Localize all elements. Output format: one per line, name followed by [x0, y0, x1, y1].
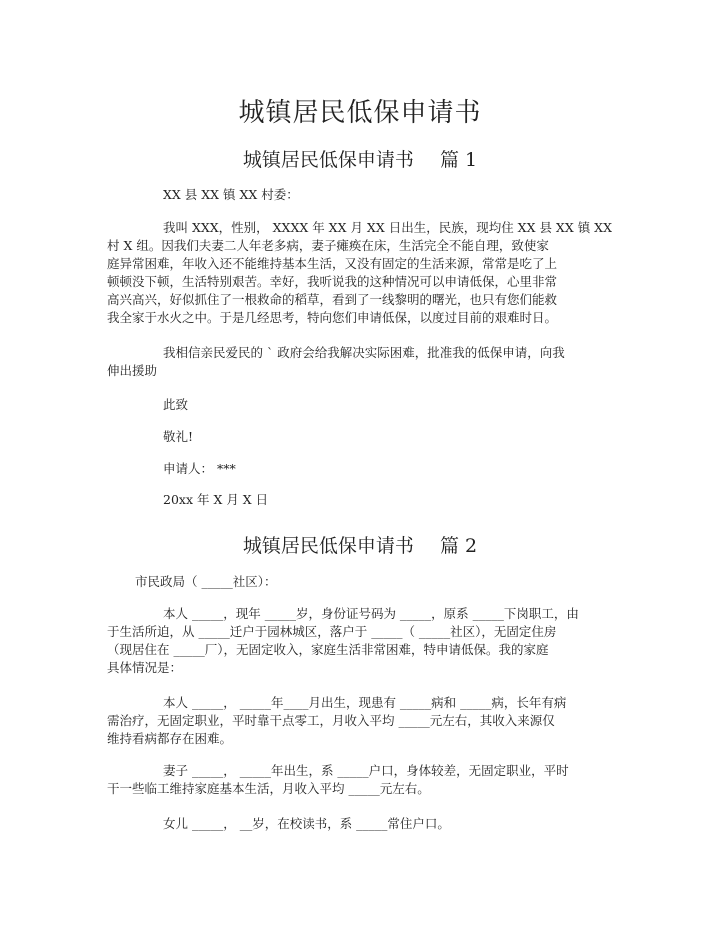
text-line: 干一些临工维持家庭基本生活，月收入平均 _____元左右。 — [107, 781, 430, 796]
section2-paragraph-1 — [107, 605, 579, 677]
section1-paragraph-1 — [107, 219, 612, 327]
section1-title: 城镇居民低保申请书 — [242, 149, 414, 171]
text-line: 我全家于水火之中。于是几经思考，特向您们申请低保，以度过目前的艰难时日。 — [107, 310, 558, 325]
section1-heading — [0, 145, 720, 172]
text-line: 本人 _____， _____年____月出生，现患有 _____病和 _____病，长年有病 — [163, 695, 567, 710]
text-line: 本人 _____，现年 _____岁，身份证号码为 _____，原系 _____下岗职工，由 — [163, 606, 579, 621]
section2-paragraph-3 — [107, 762, 569, 798]
closing-salutation: 此致 — [163, 397, 189, 412]
text-line: 高兴高兴，好似抓住了一根救命的稻草，看到了一线黎明的曙光，也只有您们能救 — [107, 292, 558, 307]
section1-salutation: XX 县 XX 镇 XX 村委： — [163, 187, 299, 202]
application-date: 20xx 年 X 月 X 日 — [163, 492, 269, 507]
section2-heading — [0, 531, 720, 558]
section1-number: 篇 1 — [439, 149, 478, 171]
text-line: 伸出援助 — [107, 363, 158, 378]
text-line: 我叫 XXX，性别， XXXX 年 XX 月 XX 日出生，民族，现均住 XX 县 XX 镇 XX — [163, 220, 612, 235]
text-line: 于生活所迫，从 _____迁户于园林城区，落户于 _____（ _____社区），无固定住房 — [107, 624, 557, 639]
text-line: 妻子 _____， _____年出生，系 _____户口，身体较差，无固定职业，平时 — [163, 763, 569, 778]
text-line: 我相信亲民爱民的 ` 政府会给我解决实际困难，批准我的低保申请，向我 — [163, 345, 565, 360]
text-line: 维持看病都存在困难。 — [107, 731, 233, 746]
text-line: 庭异常困难，年收入还不能维持基本生活，又没有固定的生活来源，常常是吃了上 — [107, 256, 558, 271]
text-line: 村 X 组。因我们夫妻二人年老多病，妻子瘫痪在床，生活完全不能自理，致使家 — [107, 238, 549, 253]
text-line: 具体情况是： — [107, 660, 183, 675]
section2-paragraph-2 — [107, 694, 566, 748]
section2-paragraph-4: 女儿 _____， __岁，在校读书，系 _____常住户口。 — [163, 816, 450, 831]
applicant-signature: 申请人： *** — [163, 461, 236, 476]
section1-paragraph-2 — [107, 344, 565, 380]
section2-salutation: 市民政局（ _____社区）： — [135, 574, 277, 589]
text-line: （现居住在 _____厂），无固定收入，家庭生活非常困难，特申请低保。我的家庭 — [107, 642, 549, 657]
text-line: 顿顿没下顿，生活特别艰苦。幸好，我听说我的这种情况可以申请低保，心里非常 — [107, 274, 558, 289]
document-title: 城镇居民低保申请书 — [238, 98, 482, 128]
closing-regards: 敬礼! — [163, 429, 194, 444]
text-line: 需治疗，无固定职业，平时靠干点零工，月收入平均 _____元左右，其收入来源仅 — [107, 713, 555, 728]
section2-number: 篇 2 — [439, 535, 478, 557]
section2-title: 城镇居民低保申请书 — [242, 535, 414, 557]
